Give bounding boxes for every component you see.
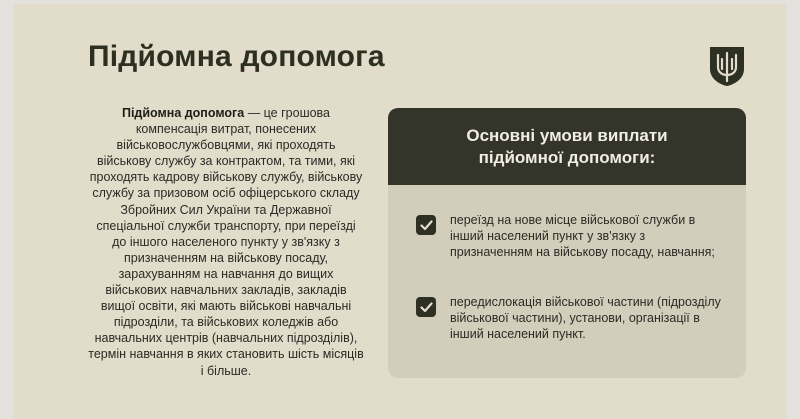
check-icon [416,297,436,317]
check-icon [416,215,436,235]
slide [14,4,786,419]
card-header [388,108,746,185]
page-title: Підйомна допомога [88,40,385,73]
condition-item-text: переїзд на нове місце військової служби в інший населений пункт у зв'язку з призначенням на військову посаду, навчання; [450,213,715,259]
condition-item [416,212,726,260]
condition-item-text: передислокація військової частини (підрозділу військової частини), установи, організації в інший населений пункт. [450,295,721,341]
condition-item [416,294,726,342]
description-text: — це грошова компенсація витрат, понесених військовослужбовцями, які проходять військову службу за контрактом, та тими, які проходять кадрову військову службу, військову службу за призовом осіб офіцерського складу Збройних Сил України та Державної спеціальної служби транспорту, при переїзді до іншого населеного пункту у зв'язку з призначенням на військову посаду, зарахуванням на навчання до вищих військових навчальних закладів, закладів вищої освіти, які мають військові навчальні підрозділи, та військових коледжів або навчальних центрів (навчальних підрозділів), термін навчання в яких становить шість місяців і більше. [88,106,364,378]
card-title: Основні умови виплати підйомної допомоги: [466,125,668,167]
conditions-card [388,108,746,378]
description-term: Підйомна допомога [121,106,245,120]
trident-shield-icon [708,45,746,87]
description [88,105,364,379]
